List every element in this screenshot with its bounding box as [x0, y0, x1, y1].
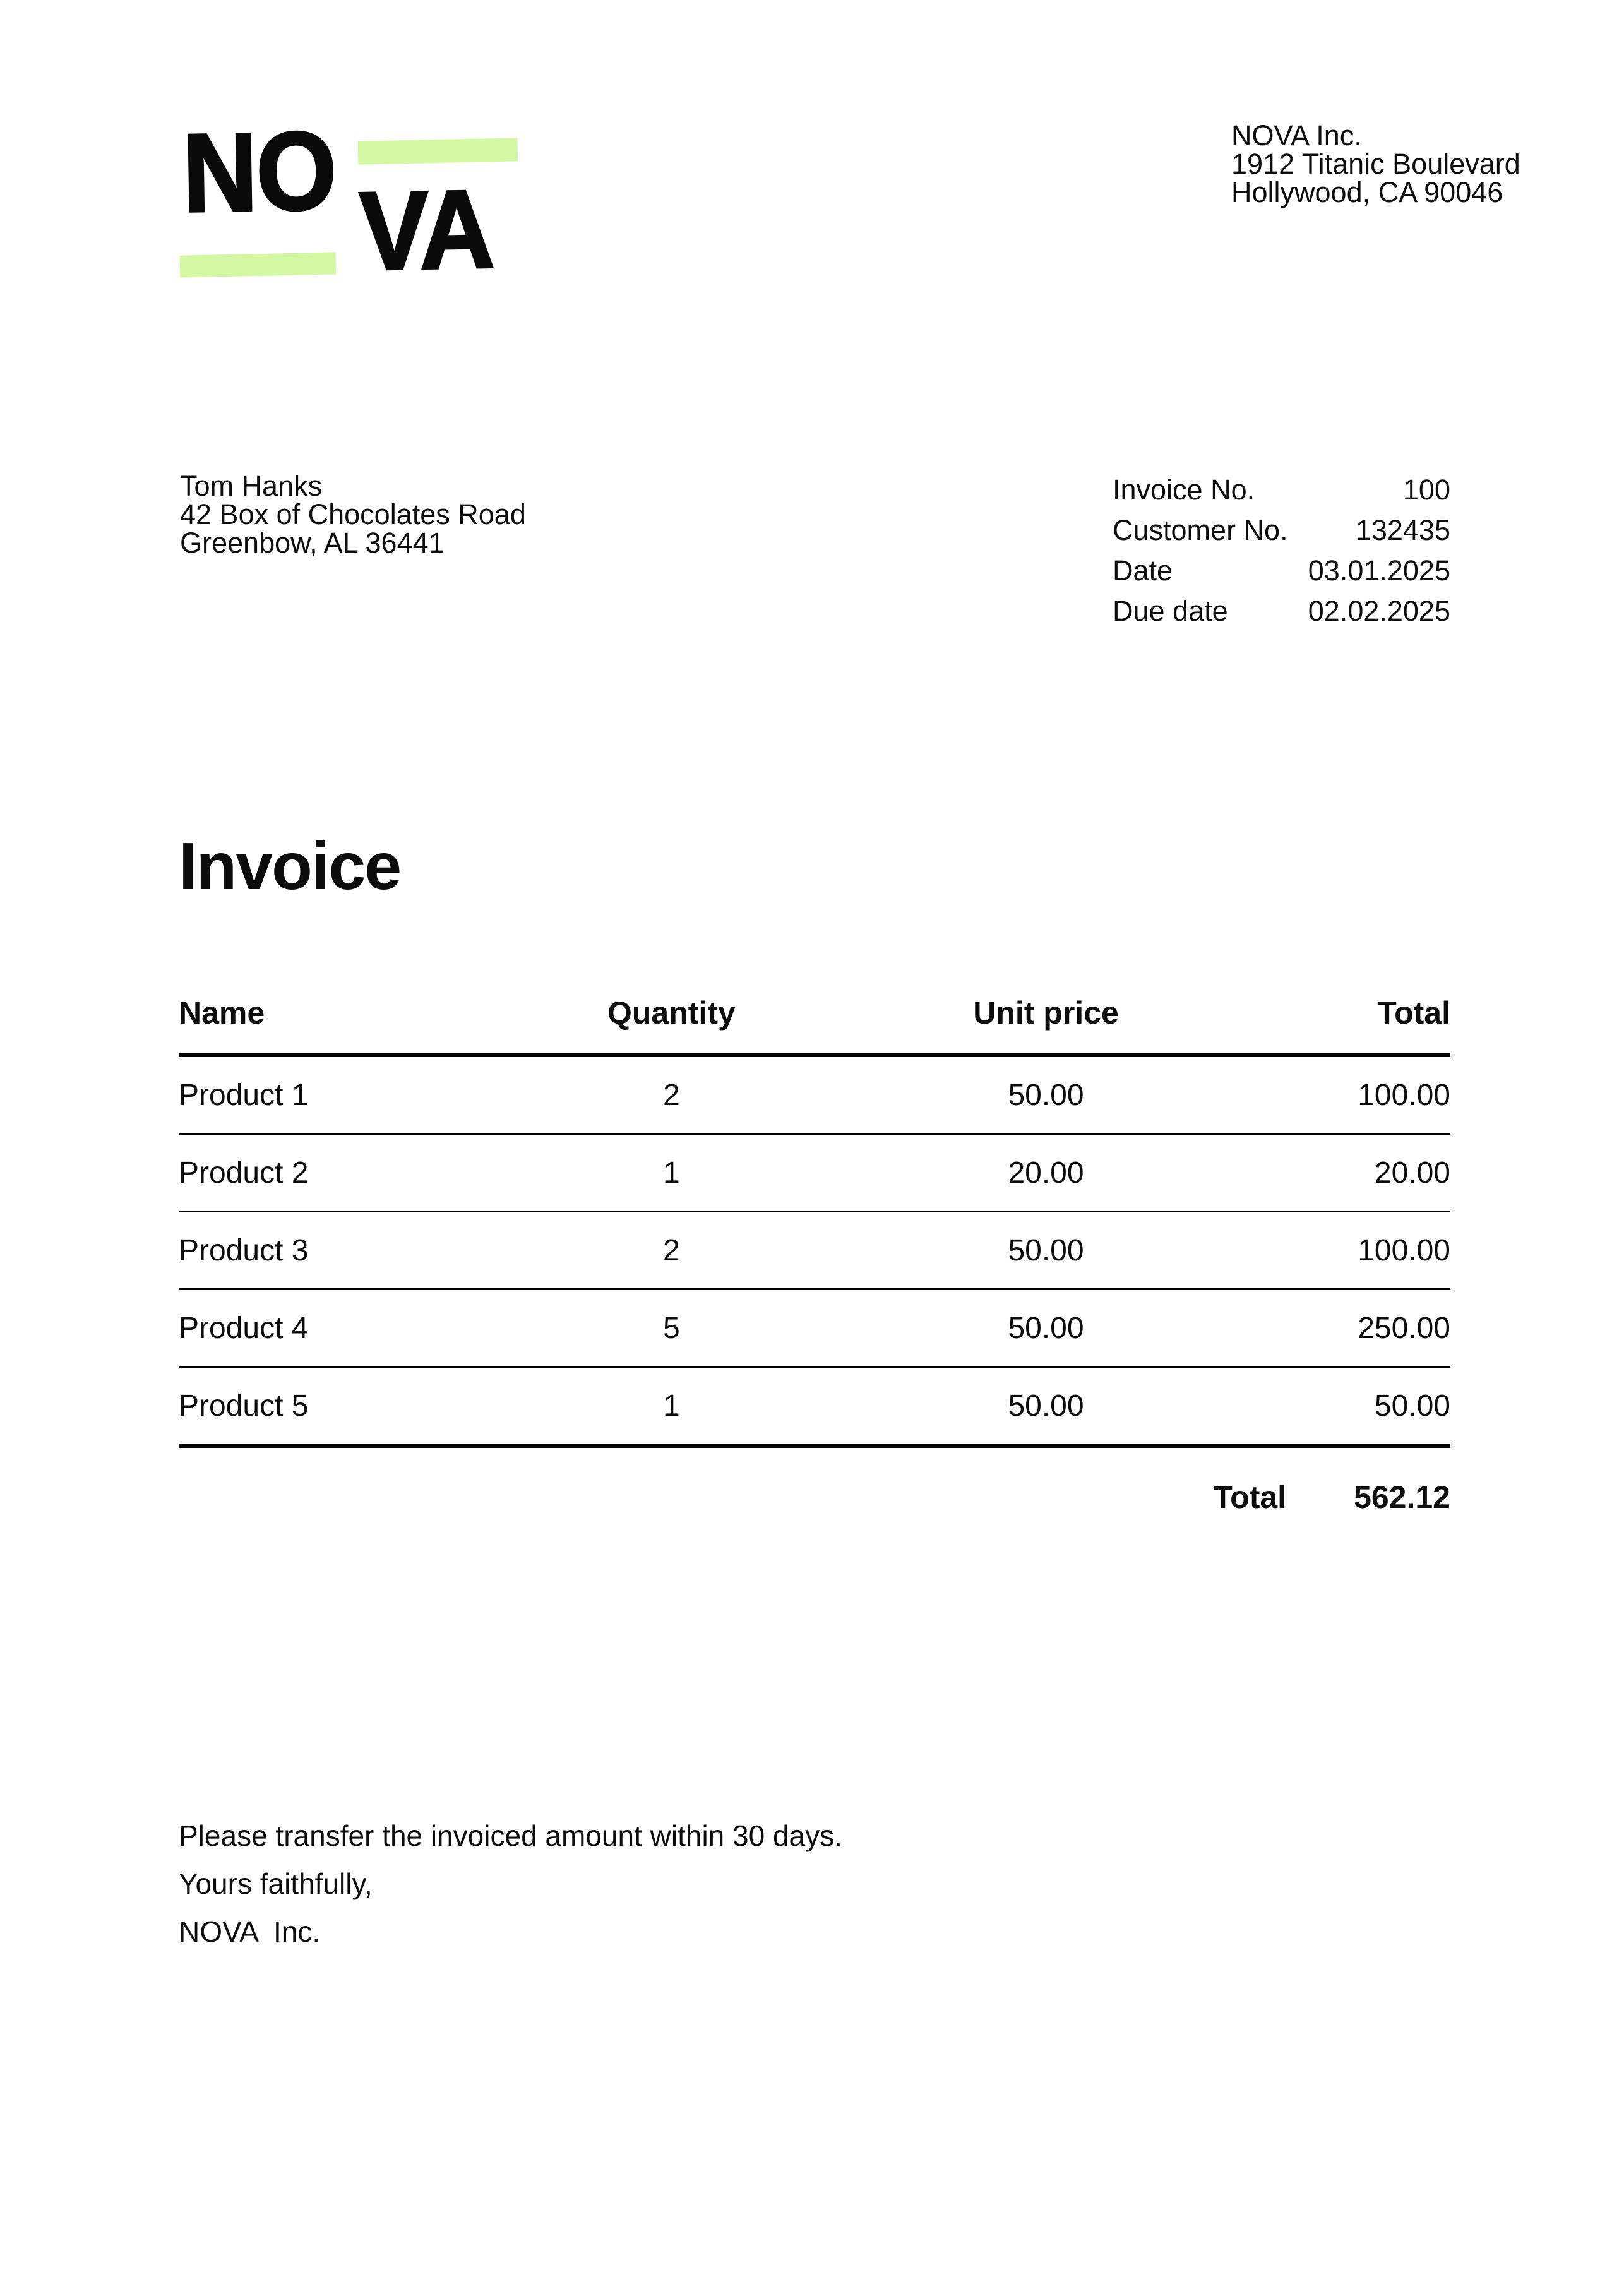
cell-total: 50.00 [1271, 1367, 1450, 1446]
cell-unit-price: 50.00 [821, 1212, 1271, 1289]
invoice-meta [1113, 470, 1450, 631]
meta-value: 132435 [1355, 514, 1450, 546]
sender-company: NOVA Inc. [1231, 119, 1362, 152]
items-table [179, 997, 1450, 1448]
meta-label: Customer No. [1113, 514, 1288, 546]
cell-name: Product 4 [179, 1289, 522, 1367]
cell-name: Product 3 [179, 1212, 522, 1289]
cell-quantity: 2 [522, 1212, 821, 1289]
closing-note [179, 1812, 842, 1956]
logo-text-va: VA [358, 167, 494, 294]
logo-green-bar-top [358, 138, 518, 164]
meta-row-customer-no [1113, 510, 1450, 551]
cell-unit-price: 50.00 [821, 1055, 1271, 1134]
recipient-address [180, 472, 526, 557]
meta-value: 02.02.2025 [1308, 595, 1450, 627]
recipient-name: Tom Hanks [180, 470, 323, 502]
sender-address [1231, 121, 1520, 206]
signature-line: NOVA Inc. [179, 1915, 321, 1948]
cell-total: 100.00 [1271, 1055, 1450, 1134]
meta-row-due-date [1113, 591, 1450, 631]
cell-quantity: 1 [522, 1367, 821, 1446]
payment-terms-line: Please transfer the invoiced amount within 30 days. [179, 1819, 842, 1852]
header-name: Name [179, 997, 522, 1055]
header-unit-price: Unit price [821, 997, 1271, 1055]
table-row [179, 1134, 1450, 1212]
grand-total-label: Total [1213, 1480, 1287, 1515]
table-row [179, 1289, 1450, 1367]
meta-label: Due date [1113, 595, 1228, 627]
grand-total-value: 562.12 [1354, 1480, 1450, 1515]
cell-quantity: 2 [522, 1055, 821, 1134]
cell-unit-price: 20.00 [821, 1134, 1271, 1212]
meta-row-invoice-no [1113, 470, 1450, 510]
table-row [179, 1055, 1450, 1134]
header-quantity: Quantity [522, 997, 821, 1055]
items-header-row [179, 997, 1450, 1055]
nova-logo [179, 109, 532, 305]
salutation-line: Yours faithfully, [179, 1867, 373, 1900]
cell-unit-price: 50.00 [821, 1289, 1271, 1367]
cell-total: 100.00 [1271, 1212, 1450, 1289]
recipient-city: Greenbow, AL 36441 [180, 527, 445, 559]
sender-street: 1912 Titanic Boulevard [1231, 148, 1520, 180]
cell-unit-price: 50.00 [821, 1367, 1271, 1446]
logo-text-no: NO [181, 109, 337, 236]
grand-total-row [179, 1481, 1450, 1513]
meta-row-date [1113, 551, 1450, 591]
cell-quantity: 5 [522, 1289, 821, 1367]
page-title: Invoice [179, 829, 401, 904]
meta-value: 03.01.2025 [1308, 554, 1450, 587]
logo-green-bar-bottom [180, 252, 337, 277]
table-row [179, 1367, 1450, 1446]
recipient-street: 42 Box of Chocolates Road [180, 498, 526, 530]
meta-value: 100 [1402, 474, 1450, 506]
meta-label: Invoice No. [1113, 474, 1255, 506]
meta-label: Date [1113, 554, 1173, 587]
header-total: Total [1271, 997, 1450, 1055]
cell-quantity: 1 [522, 1134, 821, 1212]
sender-city: Hollywood, CA 90046 [1231, 176, 1503, 208]
cell-name: Product 5 [179, 1367, 522, 1446]
cell-name: Product 2 [179, 1134, 522, 1212]
cell-total: 250.00 [1271, 1289, 1450, 1367]
cell-total: 20.00 [1271, 1134, 1450, 1212]
cell-name: Product 1 [179, 1055, 522, 1134]
table-row [179, 1212, 1450, 1289]
